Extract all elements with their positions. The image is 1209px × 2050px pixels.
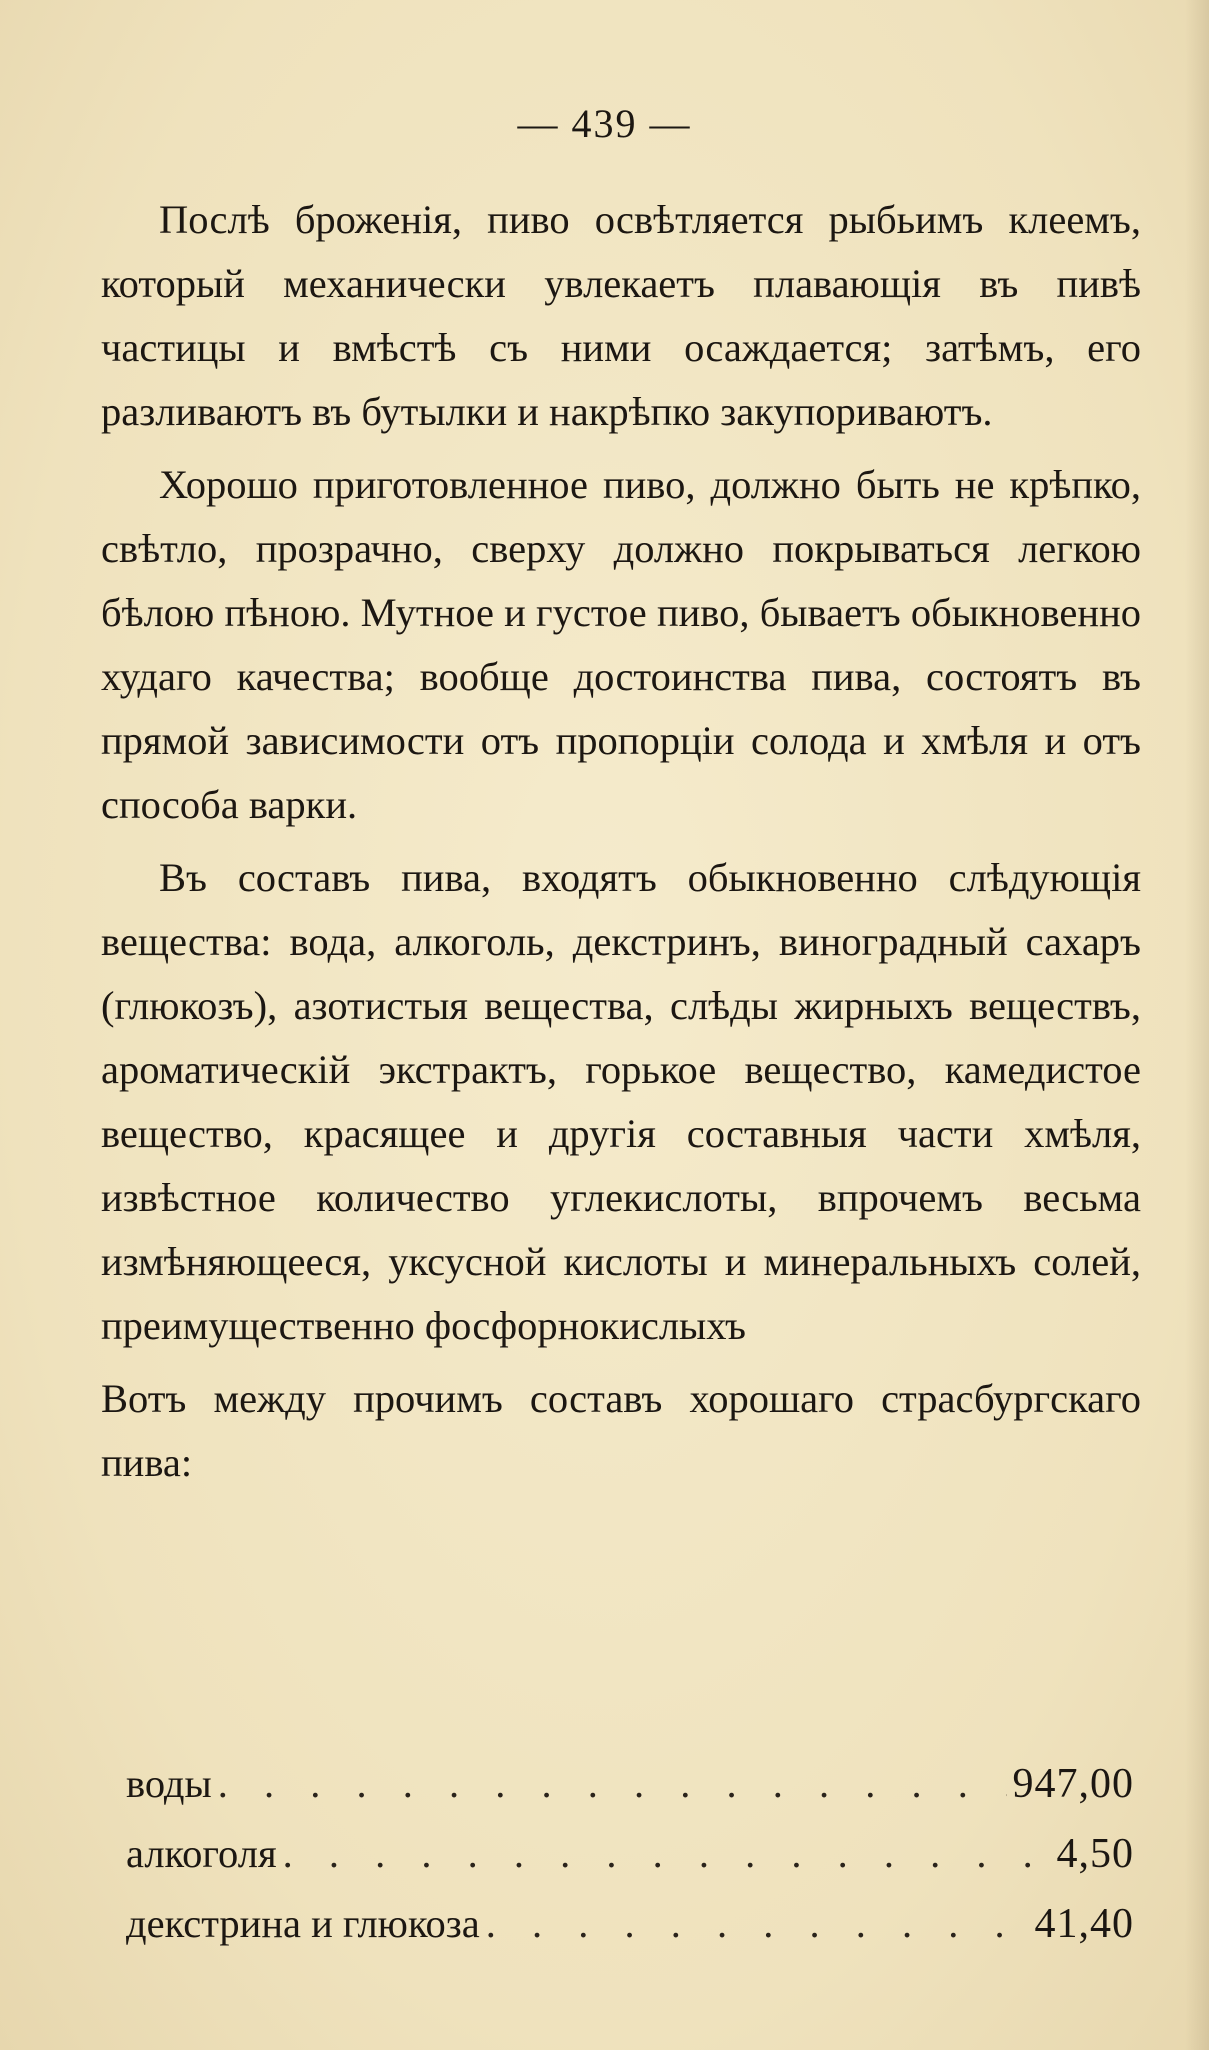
row-label: декстрина и глюкоза bbox=[126, 1901, 480, 1946]
paragraph-quality: Хорошо приготовленное пиво, должно быть не крѣпко, свѣтло, прозрачно, сверху должно покрываться легкою бѣлою пѣною. Мутное и густое пиво, бываетъ обыкновенно худаго качества; вообще достоинства пива, состоятъ въ прямой зависимости отъ пропорціи солода и хмѣля и отъ способа варки. bbox=[101, 462, 1141, 827]
row-value: 947,00 bbox=[1012, 1761, 1134, 1807]
paragraph-composition: Въ составъ пива, входятъ обыкновенно слѣдующія вещества: вода, алкоголь, декстринъ, виноградный сахаръ (глюкозъ), азотистыя вещества, слѣды жирныхъ веществъ, ароматическій экстрактъ, горькое вещество, камедистое вещество, красящее и другія составныя части хмѣля, извѣстное количество углекислоты, впрочемъ весьма измѣняющееся, уксусной кислоты и минеральныхъ солей, преимущественно фосфорнокислыхъ bbox=[101, 855, 1141, 1348]
row-value: 41,40 bbox=[1034, 1901, 1134, 1947]
composition-intro: Вотъ между прочимъ составъ хорошаго страсбургскаго пива: bbox=[101, 1376, 1141, 1485]
page-number: — 439 — bbox=[517, 101, 692, 146]
composition-table bbox=[126, 1752, 1134, 1962]
row-value: 4,50 bbox=[1056, 1831, 1134, 1877]
dot-leader bbox=[283, 1822, 1051, 1886]
paragraph-fermentation: Послѣ броженія, пиво освѣтляется рыбьимъ клеемъ, который механически увлекаетъ плавающія въ пивѣ частицы и вмѣстѣ съ ними осаждается; затѣмъ, его разливаютъ въ бутылки и накрѣпко закупориваютъ. bbox=[101, 197, 1141, 434]
row-label: воды bbox=[126, 1761, 212, 1806]
table-row bbox=[126, 1892, 1134, 1962]
row-label: алкоголя bbox=[126, 1831, 277, 1876]
dot-leader bbox=[486, 1892, 1029, 1956]
page-edge-shadow bbox=[1185, 0, 1209, 2050]
table-row bbox=[126, 1752, 1134, 1822]
table-row bbox=[126, 1822, 1134, 1892]
dot-leader bbox=[218, 1752, 1007, 1816]
body-text bbox=[101, 188, 1141, 1495]
